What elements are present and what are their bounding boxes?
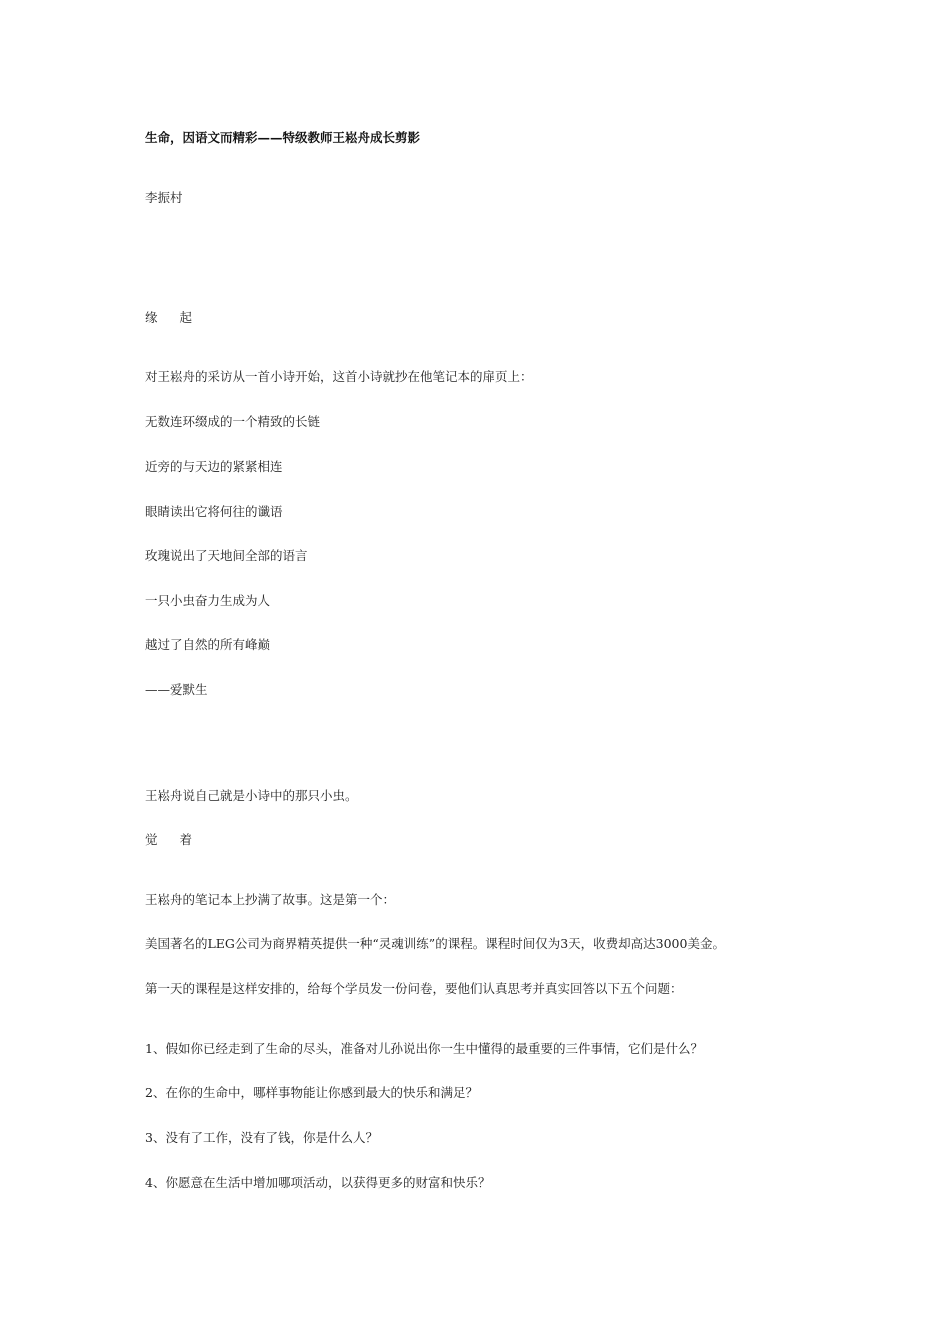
section2-paragraph: 美国著名的LEG公司为商界精英提供一种“灵魂训练”的课程。课程时间仅为3天，收费却高达3000美金。 <box>145 936 725 951</box>
question-item: 4、你愿意在生活中增加哪项活动，以获得更多的财富和快乐？ <box>145 1175 491 1190</box>
article-author: 李振村 <box>145 190 183 205</box>
poem-line: 无数连环缀成的一个精致的长链 <box>145 414 321 429</box>
section2-paragraph: 第一天的课程是这样安排的，给每个学员发一份问卷，要他们认真思考并真实回答以下五个问题： <box>145 981 683 996</box>
section-heading-origin-right: 起 <box>179 310 193 325</box>
section1-closing: 王崧舟说自己就是小诗中的那只小虫。 <box>145 788 358 803</box>
section-heading-origin <box>145 310 192 326</box>
poem-line: 玫瑰说出了天地间全部的语言 <box>145 548 308 563</box>
section2-paragraph: 王崧舟的笔记本上抄满了故事。这是第一个： <box>145 892 396 907</box>
question-item: 2、在你的生命中，哪样事物能让你感到最大的快乐和满足？ <box>145 1085 478 1100</box>
poem-line: 一只小虫奋力生成为人 <box>145 593 271 608</box>
section-heading-origin-left: 缘 <box>145 310 158 325</box>
poem-author: ——爱默生 <box>145 682 208 697</box>
section-heading-awareness-right: 着 <box>179 832 193 847</box>
question-item: 1、假如你已经走到了生命的尽头，准备对儿孙说出你一生中懂得的最重要的三件事情，它们是什么？ <box>145 1041 703 1056</box>
section1-intro: 对王崧舟的采访从一首小诗开始，这首小诗就抄在他笔记本的扉页上： <box>145 369 533 384</box>
article-title: 生命，因语文而精彩——特级教师王崧舟成长剪影 <box>145 130 421 145</box>
poem-line: 眼睛读出它将何往的谶语 <box>145 504 283 519</box>
question-item: 3、没有了工作，没有了钱，你是什么人？ <box>145 1130 378 1145</box>
poem-line: 近旁的与天边的紧紧相连 <box>145 459 283 474</box>
section-heading-awareness-left: 觉 <box>145 832 158 847</box>
section-heading-awareness <box>145 832 192 848</box>
poem-line: 越过了自然的所有峰巅 <box>145 637 271 652</box>
